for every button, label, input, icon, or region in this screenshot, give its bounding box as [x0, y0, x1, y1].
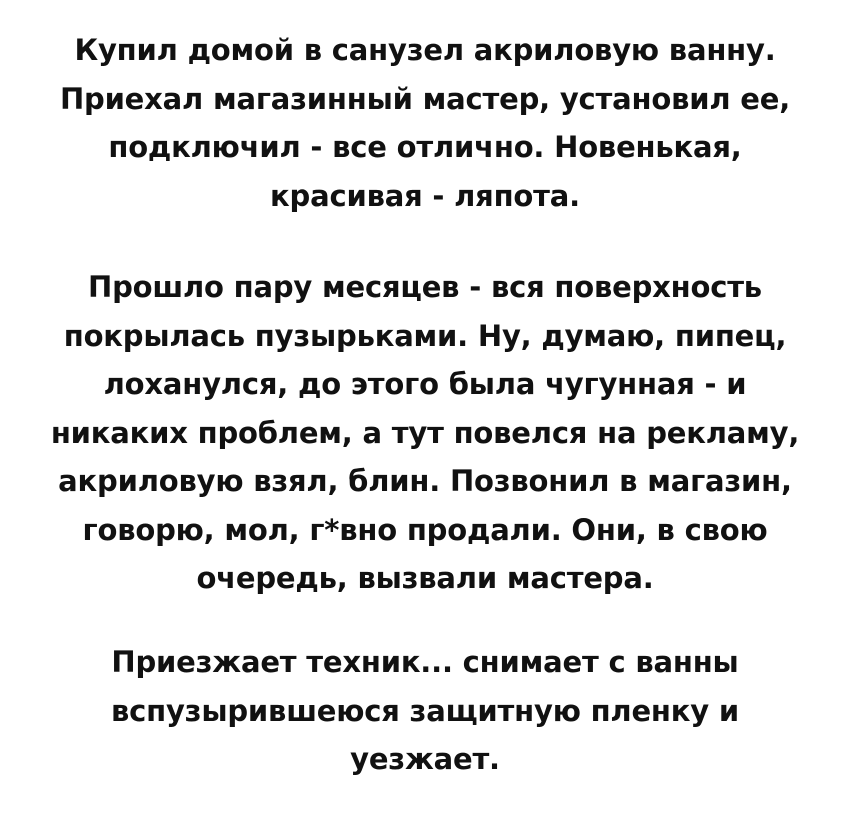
paragraph-line: очередь, вызвали мастера.: [196, 561, 654, 595]
paragraph-3: [40, 638, 810, 784]
paragraph-line: Приезжает техник... снимает с ванны: [111, 645, 739, 679]
paragraph-line: Прошло пару месяцев - вся поверхность: [88, 270, 762, 304]
paragraph-line: Приехал магазинный мастер, установил ее,: [59, 81, 791, 116]
paragraph-line: покрылась пузырьками. Ну, думаю, пипец,: [63, 318, 787, 353]
paragraph-2: [40, 263, 810, 603]
paragraph-line: никаких проблем, а тут повелся на рекламу,: [50, 415, 800, 450]
paragraph-line: красивая - ляпота.: [270, 178, 580, 213]
paragraph-1: [40, 26, 810, 220]
paragraph-line: вспузырившеюся защитную пленку и: [111, 693, 739, 728]
paragraph-line: уезжает.: [350, 742, 500, 776]
paragraph-line: подключил - все отлично. Новенькая,: [108, 130, 742, 164]
paragraph-line: акриловую взял, блин. Позвонил в магазин,: [58, 464, 792, 498]
paragraph-line: Купил домой в санузел акриловую ванну.: [74, 33, 776, 67]
paragraph-line: говорю, мол, г*вно продали. Они, в свою: [82, 512, 768, 547]
paragraph-line: лоханулся, до этого была чугунная - и: [103, 367, 747, 401]
